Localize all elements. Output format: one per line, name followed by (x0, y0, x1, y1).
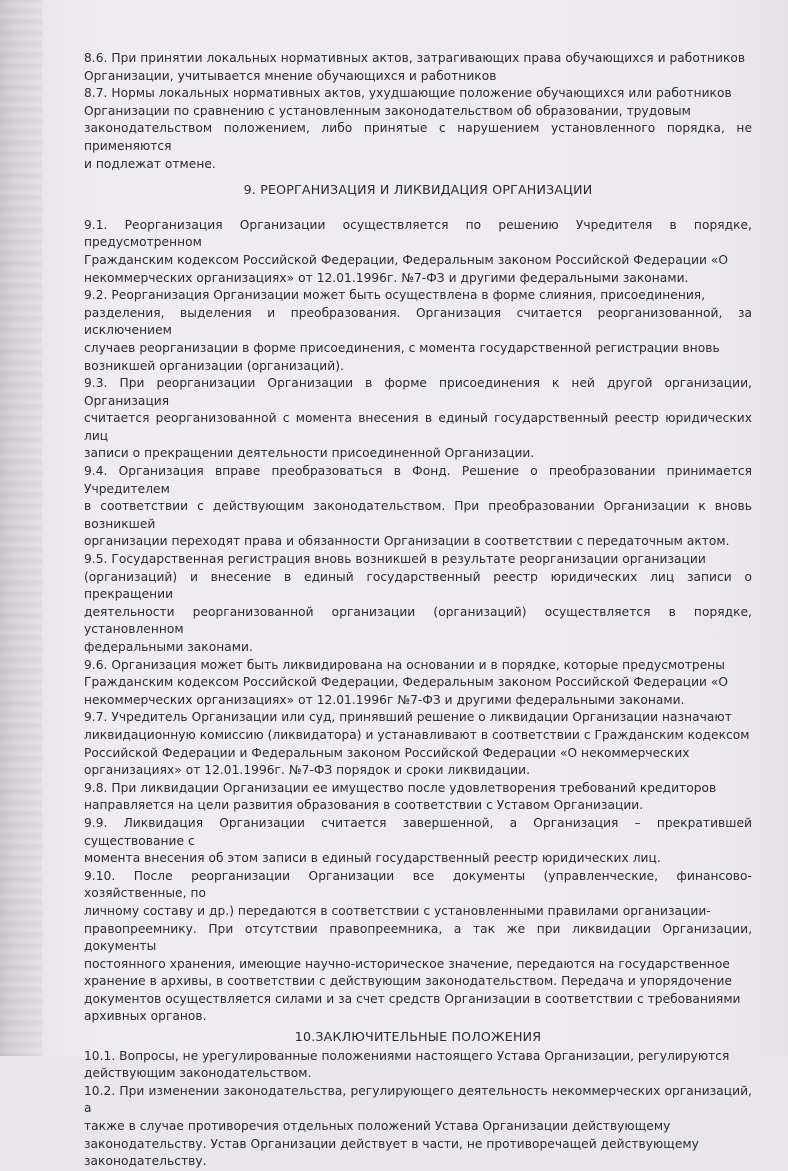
paragraph-9-2: 9.2. Реорганизация Организации может быть осуществлена в форме слияния, присоединения, разделения, выделения и преобразования. Организация считается реорганизованной, за исключением случаев реорганизации в форме присоединения, с момента государственной регистрации вновь возникшей организации (организаций). (84, 288, 752, 373)
paragraph-9-8: 9.8. При ликвидации Организации ее имущество после удовлетворения требований кредиторов направляется на цели развития образования в соответствии с Уставом Организации. (84, 780, 717, 813)
paragraph-9-10: 9.10. После реорганизации Организации все документы (управленческие, финансово-хозяйственные, по личному составу и др.) передаются в соответствии с установленными правилами организации- правопреемнику. При отсутствии правопреемника, а так же при ликвидации Организации, документы постоянного хранения, имеющие научно-историческое значение, передаются на государственное хранение в архивы, в соответствии с действующим законодательством. Передача и упорядочение документов осуществляется силами и за счет средств Организации в соответствии с требованиями архивных органов. (84, 868, 752, 1024)
document-body (84, 50, 752, 1171)
paragraph-8-7: 8.7. Нормы локальных нормативных актов, ухудшающие положение обучающихся или работников Организации по сравнению с установленным законодательством об образовании, трудовым законодательством положением, либо принятые с нарушением установленного порядка, не применяются и подлежат отмене. (84, 86, 752, 171)
paragraph-9-6: 9.6. Организация может быть ликвидирована на основании и в порядке, которые предусмотрены Гражданским кодексом Российской Федерации, Федеральным законом Российской Федерации «О некоммерческих организациях» от 12.01.1996г №7-ФЗ и другими федеральными законами. (84, 657, 729, 707)
section-10-heading: 10.ЗАКЛЮЧИТЕЛЬНЫЕ ПОЛОЖЕНИЯ (294, 1029, 542, 1045)
section-9-heading: 9. РЕОРГАНИЗАЦИЯ И ЛИКВИДАЦИЯ ОРГАНИЗАЦИИ (243, 182, 593, 198)
paragraph-9-7: 9.7. Учредитель Организации или суд, принявший решение о ликвидации Организации назначают ликвидационную комиссию (ликвидатора) и устанавливают в соответствии с Гражданским кодексом Российской Федерации и Федеральным законом Российской Федерации «О некоммерческих организациях» от 12.01.1996г. №7-ФЗ порядок и сроки ликвидации. (84, 710, 750, 778)
paragraph-10-2: 10.2. При изменении законодательства, регулирующего деятельность некоммерческих организаций, а также в случае противоречия отдельных положений Устава Организации действующему законодательству. Устав Организации действует в части, не противоречащей действующему законодательству. (84, 1083, 752, 1169)
paragraph-9-5: 9.5. Государственная регистрация вновь возникшей в результате реорганизации организации (организаций) и внесение в единый государственный реестр юридических лиц записи о прекращении деятельности реорганизованной организации (организаций) осуществляется в порядке, установленном федеральными законами. (84, 552, 752, 654)
paragraph-9-9: 9.9. Ликвидация Организации считается завершенной, а Организация – прекратившей существование с момента внесения об этом записи в единый государственный реестр юридических лиц. (84, 815, 752, 866)
paragraph-9-4: 9.4. Организация вправе преобразоваться в Фонд. Решение о преобразовании принимается Учредителем в соответствии с действующим законодательством. При преобразовании Организации к вновь возникшей организации переходят права и обязанности Организации в соответствии с передаточным актом. (84, 464, 752, 549)
paragraph-9-1: 9.1. Реорганизация Организации осуществляется по решению Учредителя в порядке, предусмотренном Гражданским кодексом Российской Федерации, Федеральным законом Российской Федерации «О некоммерческих организациях» от 12.01.1996г. №7-ФЗ и другими федеральными законами. (84, 217, 752, 285)
paragraph-9-3: 9.3. При реорганизации Организации в форме присоединения к ней другой организации, Организация считается реорганизованной с момента внесения в единый государственный реестр юридических лиц записи о прекращении деятельности присоединенной Организации. (84, 376, 752, 461)
paragraph-10-1: 10.1. Вопросы, не урегулированные положениями настоящего Устава Организации, регулируются действующим законодательством. (84, 1048, 730, 1081)
paragraph-8-6: 8.6. При принятии локальных нормативных актов, затрагивающих права обучающихся и работников Организации, учитывается мнение обучающихся и работников (84, 51, 746, 83)
page-binding-edge (0, 0, 42, 1056)
